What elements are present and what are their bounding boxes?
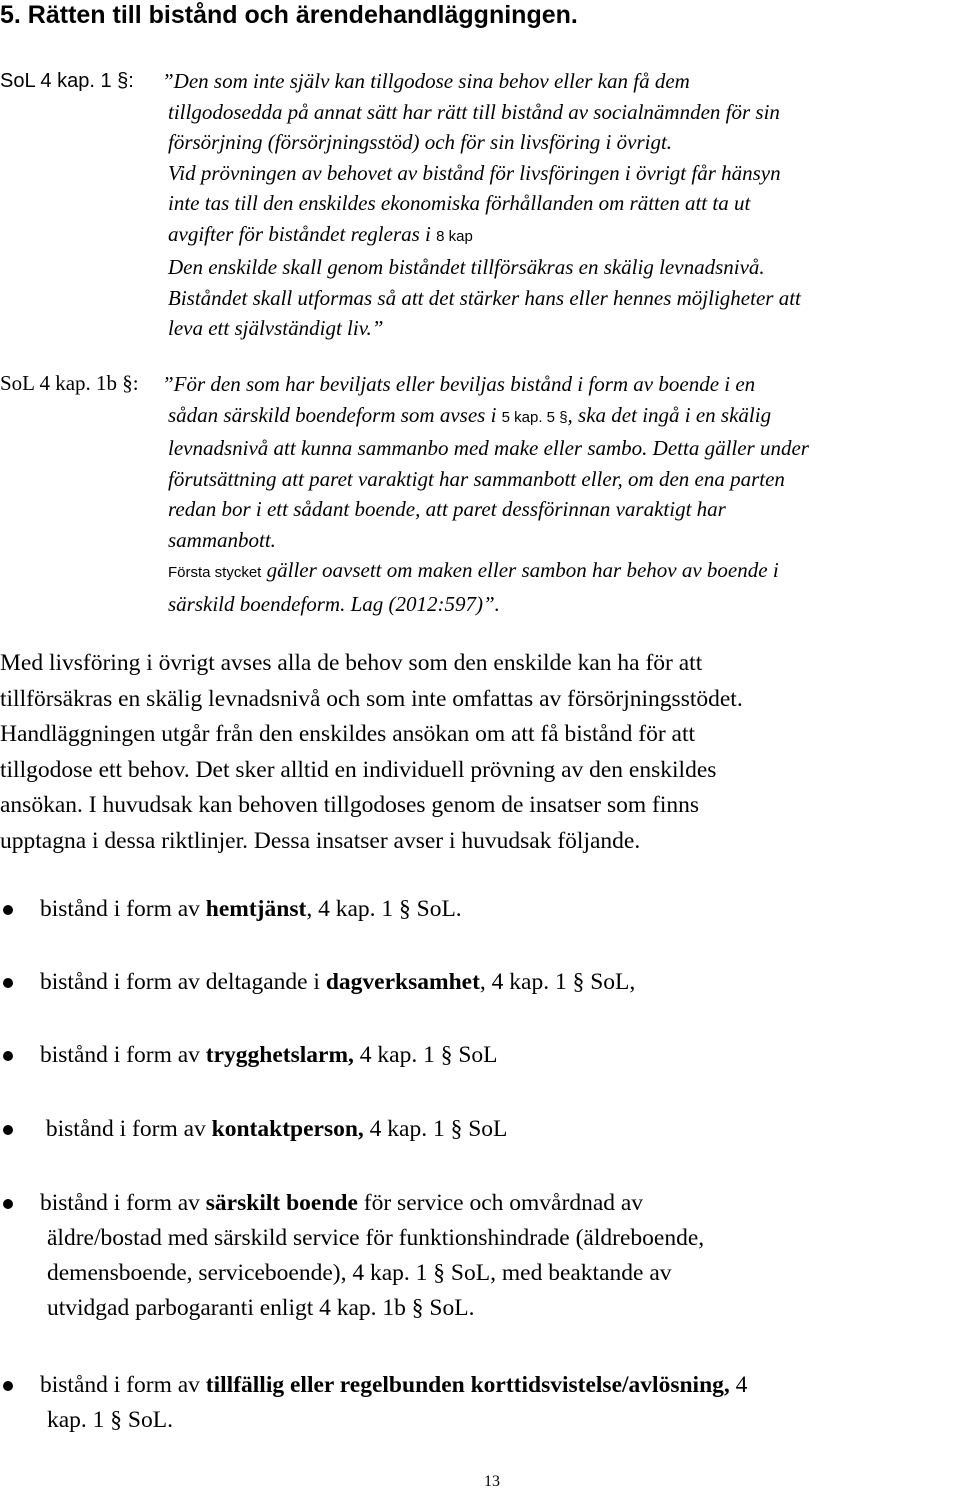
list-continuation: utvidgad parbogaranti enligt 4 kap. 1b § SoL. xyxy=(47,1295,475,1321)
list-item-text xyxy=(40,1186,704,1326)
body-line: tillgodose ett behov. Det sker alltid en individuell prövning av den enskildes xyxy=(0,756,717,783)
list-line xyxy=(40,1186,704,1221)
list-item-text xyxy=(40,1112,507,1147)
quote-line: Vid prövningen av behovet av bistånd för livsföringen i övrigt får hänsyn xyxy=(168,160,781,185)
law-quote-2 xyxy=(162,369,958,619)
quote-line: särskild boendeform. Lag (2012:597)”. xyxy=(168,591,500,616)
chapter-reference: 8 kap xyxy=(436,227,473,245)
list-text: bistånd i form av xyxy=(40,1190,206,1216)
list-text: 4 xyxy=(729,1372,748,1398)
bullet-icon xyxy=(3,1125,13,1135)
list-text-bold: tillfällig eller regelbunden korttidsvistelse/avlösning, xyxy=(205,1372,730,1398)
bullet-icon xyxy=(3,1199,13,1209)
list-item-text xyxy=(40,1038,498,1073)
quote-fragment: , ska det ingå i en skälig xyxy=(567,402,772,427)
quote-line: leva ett självständigt liv.” xyxy=(168,316,384,340)
quote-line: sammanbott. xyxy=(168,527,276,552)
list-item-text xyxy=(40,1368,747,1438)
list-text: , 4 kap. 1 § SoL. xyxy=(306,896,462,922)
chapter-reference: 5 kap. 5 § xyxy=(501,408,568,426)
list-text: bistånd i form av xyxy=(40,1116,212,1142)
list-continuation: äldre/bostad med särskild service för funktionshindrade (äldreboende, xyxy=(47,1225,705,1251)
quote-line: försörjning (försörjningsstöd) och för sin livsföring i övrigt. xyxy=(168,130,673,154)
body-paragraph xyxy=(0,646,958,859)
list-item-text xyxy=(40,965,635,1000)
list-text: bistånd i form av xyxy=(40,896,206,922)
quote-fragment: avgifter för biståndet regleras i xyxy=(168,221,431,246)
list-text: bistånd i form av deltagande i xyxy=(40,969,326,995)
quote-line xyxy=(168,555,958,589)
paragraph-reference: Första stycket xyxy=(168,564,262,581)
list-text-bold: dagverksamhet xyxy=(325,969,480,995)
section-heading: 5. Rätten till bistånd och ärendehandläggningen. xyxy=(0,1,578,29)
quote-line xyxy=(168,219,958,253)
list-text: , 4 kap. 1 § SoL, xyxy=(479,969,636,995)
bullet-icon xyxy=(3,978,13,988)
quote-line: redan bor i ett sådant boende, att paret dessförinnan varaktigt har xyxy=(168,497,726,521)
law-quote-1 xyxy=(162,66,958,344)
law-ref-label: SoL 4 kap. 1b §: xyxy=(0,371,139,395)
list-text-bold: särskilt boende xyxy=(205,1190,358,1216)
list-line xyxy=(40,1368,747,1403)
body-line: Med livsföring i övrigt avses alla de behov som den enskilde kan ha för att xyxy=(0,650,703,676)
list-text: bistånd i form av xyxy=(40,1372,206,1398)
page-number: 13 xyxy=(484,1473,500,1490)
quote-line: ”För den som har beviljats eller beviljas bistånd i form av boende i en xyxy=(162,372,756,396)
list-text: för service och omvårdnad av xyxy=(357,1190,644,1216)
bullet-icon xyxy=(3,905,13,915)
body-line: Handläggningen utgår från den enskildes ansökan om att få bistånd för att xyxy=(0,721,696,747)
body-line: upptagna i dessa riktlinjer. Dessa insatser avser i huvudsak följande. xyxy=(0,827,641,854)
list-text-bold: kontaktperson, xyxy=(211,1116,364,1142)
quote-line xyxy=(168,400,958,434)
bullet-icon xyxy=(3,1381,13,1391)
list-item-text xyxy=(40,892,462,927)
list-text-bold: trygghetslarm, xyxy=(205,1042,354,1068)
quote-line: Biståndet skall utformas så att det stärker hans eller hennes möjligheter att xyxy=(168,285,801,310)
body-line: tillförsäkras en skälig levnadsnivå och som inte omfattas av försörjningsstödet. xyxy=(0,685,743,712)
quote-line: förutsättning att paret varaktigt har sammanbott eller, om den ena parten xyxy=(168,466,785,491)
list-text: 4 kap. 1 § SoL xyxy=(363,1116,508,1142)
law-ref-label: SoL 4 kap. 1 §: xyxy=(0,70,134,92)
quote-line: levnadsnivå att kunna sammanbo med make eller sambo. Detta gäller under xyxy=(168,436,809,460)
quote-line: ”Den som inte själv kan tillgodose sina behov eller kan få dem xyxy=(162,69,690,93)
law-reference-1-label xyxy=(0,66,134,95)
law-reference-2-label xyxy=(0,369,139,397)
list-continuation: kap. 1 § SoL. xyxy=(47,1407,173,1433)
quote-line: tillgodosedda på annat sätt har rätt till bistånd av socialnämnden för sin xyxy=(168,99,780,124)
list-text-bold: hemtjänst xyxy=(205,896,307,922)
list-continuation: demensboende, serviceboende), 4 kap. 1 § SoL, med beaktande av xyxy=(47,1260,672,1286)
quote-line: inte tas till den enskildes ekonomiska förhållanden om rätten att ta ut xyxy=(168,191,751,215)
body-line: ansökan. I huvudsak kan behoven tillgodoses genom de insatser som finns xyxy=(0,792,700,818)
bullet-icon xyxy=(3,1051,13,1061)
quote-fragment: gäller oavsett om maken eller sambon har behov av boende i xyxy=(266,558,779,582)
list-text: 4 kap. 1 § SoL xyxy=(353,1042,498,1068)
quote-line: Den enskilde skall genom biståndet tillförsäkras en skälig levnadsnivå. xyxy=(168,255,765,279)
quote-fragment: sådan särskild boendeform som avses i xyxy=(168,402,497,427)
list-text: bistånd i form av xyxy=(40,1042,206,1068)
